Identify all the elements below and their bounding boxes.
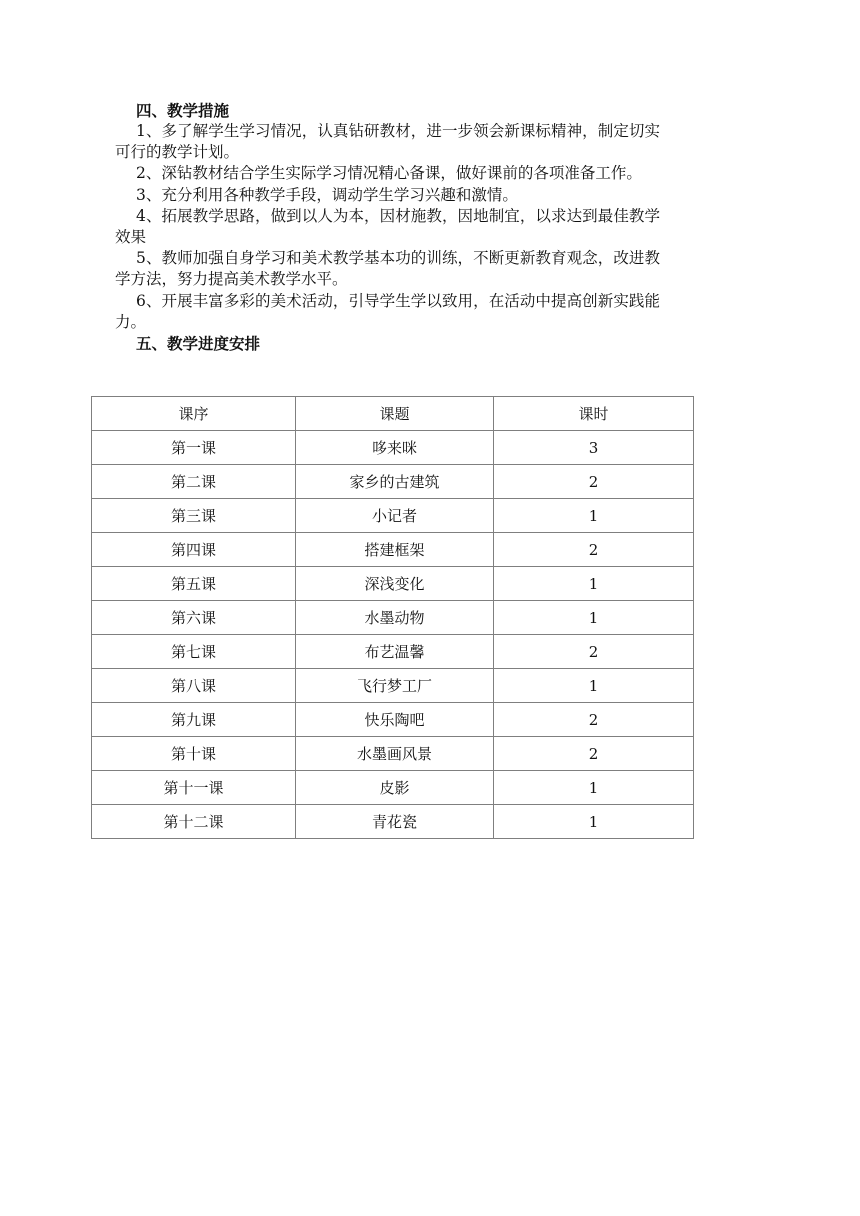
lesson-hours-cell: 2	[494, 703, 694, 737]
lesson-hours-cell: 1	[494, 805, 694, 839]
table-row	[92, 805, 694, 839]
lesson-title-cell: 快乐陶吧	[296, 703, 494, 737]
table-row	[92, 737, 694, 771]
lesson-title-cell: 飞行梦工厂	[296, 669, 494, 703]
table-row	[92, 431, 694, 465]
lesson-hours-cell: 1	[494, 669, 694, 703]
lesson-title-cell: 皮影	[296, 771, 494, 805]
lesson-order-cell: 第七课	[92, 635, 296, 669]
lesson-order-cell: 第二课	[92, 465, 296, 499]
table-row	[92, 771, 694, 805]
lesson-title-cell: 水墨动物	[296, 601, 494, 635]
lesson-order-cell: 第四课	[92, 533, 296, 567]
lesson-hours-cell: 2	[494, 465, 694, 499]
table-row	[92, 703, 694, 737]
lesson-title-cell: 深浅变化	[296, 567, 494, 601]
lesson-order-cell: 第三课	[92, 499, 296, 533]
lesson-hours-cell: 1	[494, 567, 694, 601]
lesson-title-cell: 搭建框架	[296, 533, 494, 567]
lesson-order-cell: 第九课	[92, 703, 296, 737]
table-row	[92, 635, 694, 669]
document-page	[115, 100, 660, 354]
table-header-row	[92, 397, 694, 431]
measure-paragraph-4: 4、拓展教学思路，做到以人为本，因材施教，因地制宜，以求达到最佳教学效果	[115, 206, 660, 247]
table-row	[92, 601, 694, 635]
lesson-order-cell: 第十一课	[92, 771, 296, 805]
lesson-hours-cell: 2	[494, 635, 694, 669]
lesson-title-cell: 水墨画风景	[296, 737, 494, 771]
section-heading-schedule: 五、教学进度安排	[136, 334, 261, 354]
lesson-title-cell: 家乡的古建筑	[296, 465, 494, 499]
lesson-title-cell: 青花瓷	[296, 805, 494, 839]
measure-paragraph-1: 1、多了解学生学习情况，认真钻研教材，进一步领会新课标精神，制定切实可行的教学计划。	[115, 122, 660, 162]
table-row	[92, 567, 694, 601]
header-lesson-title: 课题	[296, 397, 494, 431]
lesson-order-cell: 第十课	[92, 737, 296, 771]
schedule-table-wrapper	[91, 396, 694, 839]
lesson-order-cell: 第八课	[92, 669, 296, 703]
lesson-hours-cell: 2	[494, 737, 694, 771]
lesson-hours-cell: 1	[494, 601, 694, 635]
measure-paragraph-5: 5、教师加强自身学习和美术教学基本功的训练，不断更新教育观念，改进教学方法，努力提高美术教学水平。	[115, 249, 660, 289]
lesson-hours-cell: 1	[494, 499, 694, 533]
header-lesson-hours: 课时	[494, 397, 694, 431]
lesson-order-cell: 第一课	[92, 431, 296, 465]
lesson-hours-cell: 3	[494, 431, 694, 465]
schedule-table	[91, 396, 694, 839]
measure-paragraph-2: 2、深钻教材结合学生实际学习情况精心备课，做好课前的各项准备工作。	[136, 164, 642, 183]
lesson-order-cell: 第五课	[92, 567, 296, 601]
measure-paragraph-6: 6、开展丰富多彩的美术活动，引导学生学以致用，在活动中提高创新实践能力。	[115, 291, 660, 331]
table-row	[92, 533, 694, 567]
lesson-order-cell: 第十二课	[92, 805, 296, 839]
lesson-title-cell: 布艺温馨	[296, 635, 494, 669]
table-row	[92, 465, 694, 499]
lesson-title-cell: 哆来咪	[296, 431, 494, 465]
lesson-order-cell: 第六课	[92, 601, 296, 635]
table-row	[92, 499, 694, 533]
section-heading-teaching-measures: 四、教学措施	[136, 101, 230, 120]
lesson-hours-cell: 2	[494, 533, 694, 567]
table-row	[92, 669, 694, 703]
header-lesson-order: 课序	[92, 397, 296, 431]
measure-paragraph-3: 3、充分利用各种教学手段，调动学生学习兴趣和激情。	[136, 185, 518, 204]
lesson-title-cell: 小记者	[296, 499, 494, 533]
lesson-hours-cell: 1	[494, 771, 694, 805]
